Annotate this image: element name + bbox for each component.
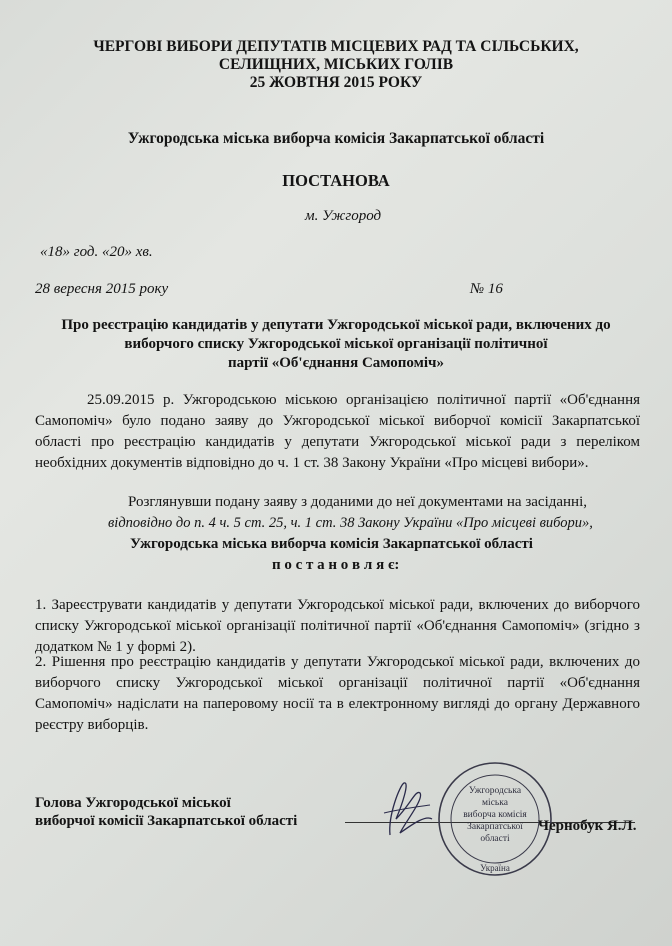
header-line-2: СЕЛИЩНИХ, МІСЬКИХ ГОЛІВ [218,56,454,73]
stamp-line: Закарпатської [467,822,523,832]
city: м. Ужгород [305,208,382,224]
paragraph-line: Самопоміч» надіслати на паперовому носії та в електронному вигляді до органу Державного [35,696,640,712]
signatory-position-line-1: Голова Ужгородської міської [35,795,231,811]
paragraph-line: Самопоміч» було подано заяву до Ужгородської міської виборчої комісії Закарпатської [35,413,640,429]
paragraph-line: 25.09.2015 р. Ужгородською міською організацією політичної партії «Об'єднання [87,392,640,408]
paragraph-line: додатком № 1 у формі 2). [35,639,196,655]
stamp-line: міська [482,798,508,808]
paragraph-intro [35,390,640,474]
decision-date: 28 вересня 2015 року [35,281,169,297]
signatory-name: Чернобук Я.Л. [538,818,637,834]
stamp-line: Ужгородська [468,786,522,796]
considering-line-2: відповідно до п. 4 ч. 5 ст. 25, ч. 1 ст. 38 Закону України «Про місцеві вибори», [108,515,593,531]
paragraph-line: виборчого списку Ужгородської міської організації політичної партії «Об'єднання [35,675,640,691]
handwritten-signature [370,775,440,845]
point-2 [35,652,640,736]
official-stamp [436,760,554,878]
point-1 [35,595,640,658]
paragraph-line: 1. Зареєструвати кандидатів у депутати Ужгородської міської ради, включених до виборчого [35,597,640,613]
decision-time: «18» год. «20» хв. [40,244,153,260]
signatory-position-line-2: виборчої комісії Закарпатської області [35,813,298,829]
subject-line-3: партії «Об'єднання Самопоміч» [228,355,444,371]
stamp-line: області [480,834,510,844]
considering-line-1: Розглянувши подану заяву з доданими до неї документами на засіданні, [128,494,588,510]
stamp-line: виборча комісія [463,810,527,820]
decision-number: № 16 [470,281,503,297]
stamp-country: Україна [480,863,510,873]
header-line-1: ЧЕРГОВІ ВИБОРИ ДЕПУТАТІВ МІСЦЕВИХ РАД ТА СІЛЬСЬКИХ, [93,38,579,55]
document-type: ПОСТАНОВА [282,171,390,190]
resolves-word: п о с т а н о в л я є: [272,557,400,573]
header-line-3: 25 ЖОВТНЯ 2015 РОКУ [249,74,423,91]
paragraph-line: області про реєстрацію кандидатів у депутати Ужгородської міської ради з переліком [35,434,640,450]
paragraph-line: 2. Рішення про реєстрацію кандидатів у депутати Ужгородської міської ради, включених до [35,654,640,670]
paragraph-line: списку Ужгородської міської організації політичної партії «Об'єднання Самопоміч» (згідно з [35,618,640,634]
paragraph-line: необхідних документів відповідно до ч. 1 ст. 38 Закону України «Про місцеві вибори». [35,455,589,471]
paragraph-line: реєстру виборців. [35,717,149,733]
subject-line-1: Про реєстрацію кандидатів у депутати Ужгородської міської ради, включених до [61,317,611,333]
commission-name: Ужгородська міська виборча комісія Закарпатської області [127,130,545,147]
considering-line-3: Ужгородська міська виборча комісія Закарпатської області [130,536,533,552]
subject-line-2: виборчого списку Ужгородської міської організації політичної [124,336,548,352]
